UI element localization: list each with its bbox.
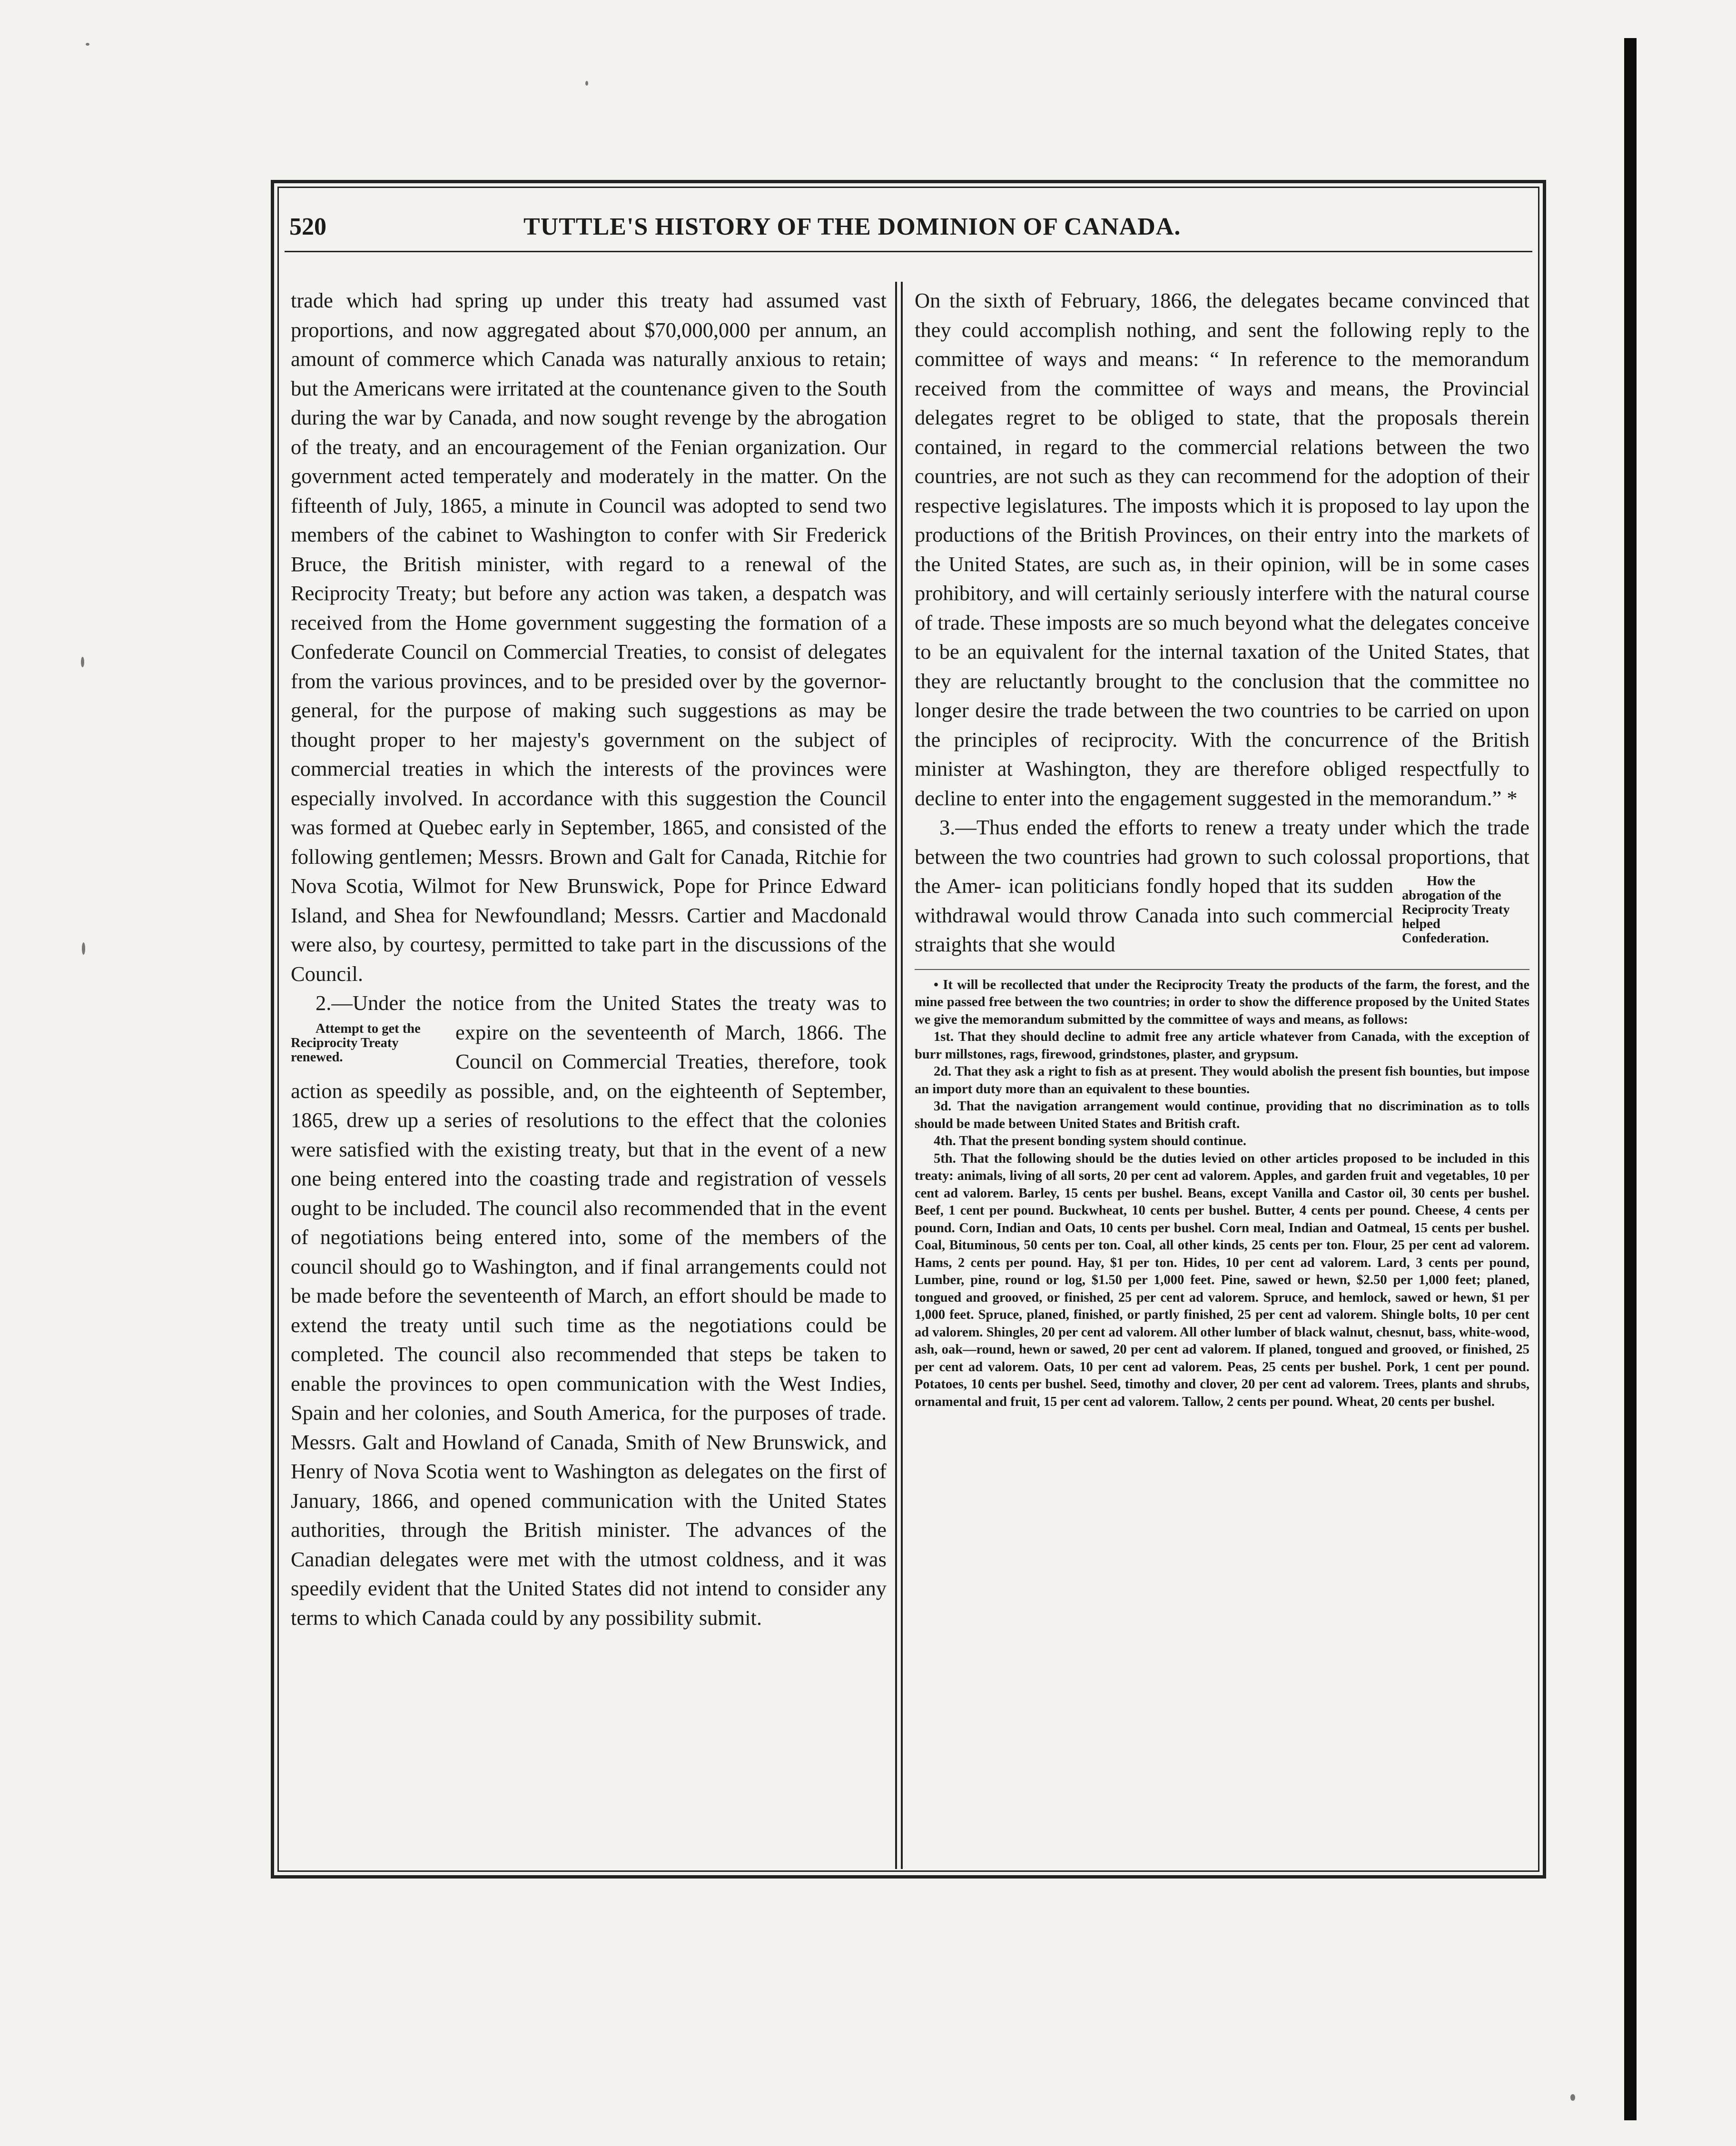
paragraph-start: 2.—Under the notice from the United States the treaty was to expire on the seventeenth of March, 1866. The: [316, 991, 887, 1044]
paragraph: [291, 989, 887, 1632]
running-title: TUTTLE'S HISTORY OF THE DOMINION OF CANADA.: [523, 213, 1181, 240]
scan-speck: [585, 81, 588, 86]
header-rule: [285, 251, 1532, 252]
scan-speck: [81, 657, 84, 667]
paragraph: [915, 813, 1529, 959]
footnote-item: 4th. That the present bonding system should continue.: [934, 1134, 1246, 1148]
footnote: [915, 977, 1529, 1411]
paragraph: trade which had spring up under this treaty had assumed vast proportions, and now aggregated about $70,000,000 per annum, an amount of commerce which Canada was naturally anxious to retain; but the Americans were irritated at the countenance given to the South during the war by Canada, and now sought revenge by the abrogation of the treaty, and an encouragement of the Fenian organization. Our government acted temperately and moderately in the matter. On the fifteenth of July, 1865, a minute in Council was adopted to send two members of the cabinet to Washington to confer with Sir Frederick Bruce, the British minister, with regard to a renewal of the Reciprocity Treaty; but before any action was taken, a despatch was received from the Home government suggesting the formation of a Confederate Council on Commercial Treaties, to consist of delegates from the various provinces, and to be presided over by the governor-general, for the purpose of making such suggestions as may be thought proper to her majesty's government on the subject of commercial treaties in which the interests of the provinces were especially involved. In accordance with this suggestion the Council was formed at Quebec early in September, 1865, and consisted of the following gentlemen; Messrs. Brown and Galt for Canada, Ritchie for Nova Scotia, Wilmot for New Brunswick, Pope for Prince Edward Island, and Shea for Newfoundland; Messrs. Cartier and Macdonald were also, by courtesy, permitted to take part in the discussions of the Council.: [291, 288, 887, 986]
paragraph-continuation: Council on Commercial Treaties, therefore, took action as speedily as possible, and, on the eighteenth of September, 1865, drew up a series of resolutions to the effect that the colonies were satisfied with the existing treaty, but that in the event of a new one being entered into the coasting trade and registration of vessels ought to be included. The council also recommended that in the event of negotiations being entered into, some of the members of the council should go to Washington, and if final arrangements could not be made before the seventeenth of March, an effort should be made to extend the treaty until such time as the negotiations could be completed. The council also recommended that steps be taken to enable the provinces to open communication with the West Indies, Spain and her colonies, and South America, for the purposes of trade. Messrs. Galt and Howland of Canada, Smith of New Brunswick, and Henry of Nova Scotia went to Washington as delegates on the first of January, 1866, and opened communication with the United States authorities, through the British minister. The advances of the Canadian delegates were met with the utmost coldness, and it was speedily evident that the United States did not intend to consider any terms to which Canada could by any possibility submit.: [291, 1049, 887, 1630]
paragraph-continuation: ican politicians fondly hoped that its sudden withdrawal would throw Canada into such commercial straights that she would: [915, 874, 1394, 956]
footnote-item: 1st. That they should decline to admit free any article whatever from Canada, with the exception of burr millstones, rags, firewood, grindstones, plaster, and grypsum.: [915, 1029, 1529, 1062]
right-column: [915, 286, 1529, 1411]
footnote-intro: • It will be recollected that under the Reciprocity Treaty the products of the farm, the forest, and the mine passed free between the two countries; in order to show the difference proposed by the United States we give the memorandum submitted by the committee of ways and means, as follows:: [915, 977, 1529, 1027]
paragraph: On the sixth of February, 1866, the delegates became convinced that they could accomplish nothing, and sent the following reply to the committee of ways and means: “ In reference to the memorandum received from the committee of ways and means, the Provincial delegates regret to be obliged to state, that the proposals therein contained, in regard to the commercial relations between the two countries, are not such as they can recommend for the adoption of their respective legislatures. The imposts which it is proposed to lay upon the productions of the British Provinces, on their entry into the markets of the United States, are such as, in their opinion, will be in some cases prohibitory, and will certainly seriously interfere with the natural course of trade. These imposts are so much beyond what the delegates conceive to be an equivalent for the internal taxation of the United States, that they are reluctantly brought to the conclusion that the committee no longer desire the trade between the two countries to be carried on upon the principles of reciprocity. With the concurrence of the British minister at Washington, they are therefore obliged respectfully to decline to enter into the engagement suggested in the memorandum.” *: [915, 288, 1529, 810]
footnote-rule: [915, 969, 1529, 970]
left-column: [291, 286, 887, 1632]
scan-speck: [86, 43, 89, 46]
footnote-item: 3d. That the navigation arrangement would continue, providing that no discrimination as to tolls should be made between United States and British craft.: [915, 1099, 1529, 1131]
footnote-item: 2d. That they ask a right to fish as at present. They would abolish the present fish bounties, but impose an import duty more than an equivalent to these bounties.: [915, 1064, 1529, 1097]
page-number: 520: [289, 213, 326, 240]
scan-speck: [1570, 2094, 1575, 2101]
scan-speck: [82, 942, 85, 955]
margin-note: Attempt to get the Reciprocity Treaty renewed.: [291, 1021, 421, 1065]
paragraph-start: 3.—Thus ended the efforts to renew a treaty under which the trade between the two countries had grown to such colossal proportions, that the Amer-: [915, 815, 1529, 898]
column-divider: [895, 282, 897, 1869]
footnote-item: 5th. That the following should be the duties levied on other articles proposed to be included in this treaty: animals, living of all sorts, 20 per cent ad valorem. Apples, and garden fruit and vegetables, 10 per cent ad valorem. Barley, 15 cents per bushel. Beans, except Vanilla and Castor oil, 30 cents per bushel. Beef, 1 cent per pound. Buckwheat, 10 cents per bushel. Butter, 4 cents per pound. Cheese, 4 cents per pound. Corn, Indian and Oats, 10 cents per bushel. Corn meal, Indian and Oatmeal, 15 cents per bushel. Coal, Bituminous, 50 cents per ton. Coal, all other kinds, 25 cents per ton. Flour, 25 per cent ad valorem. Hams, 2 cents per pound. Hay, $1 per ton. Hides, 10 per cent ad valorem. Lard, 3 cents per pound, Lumber, pine, round or log, $1.50 per 1,000 feet. Pine, sawed or hewn, $2.50 per 1,000 feet; planed, tongued and grooved, or finished, 25 per cent ad valorem. Spruce, and hemlock, sawed or hewn, $1 per 1,000 feet. Spruce, planed, finished, or partly finished, 25 per cent ad valorem. Shingle bolts, 10 per cent ad valorem. Shingles, 20 per cent ad valorem. All other lumber of black walnut, chesnut, bass, white-wood, ash, oak—round, hewn or sawed, 20 per cent ad valorem. If planed, tongued and grooved, or finished, 25 per cent ad valorem. Oats, 10 per cent ad valorem. Peas, 25 cents per bushel. Pork, 1 cent per pound. Potatoes, 10 cents per bushel. Seed, timothy and clover, 20 per cent ad valorem. Trees, plants and shrubs, ornamental and fruit, 15 per cent ad valorem. Tallow, 2 cents per pound. Wheat, 20 cents per bushel.: [915, 1151, 1529, 1409]
margin-note: How the abrogation of the Reciprocity Treaty helped Confederation.: [1402, 874, 1510, 946]
scan-edge-bar: [1624, 38, 1637, 2120]
column-divider: [901, 282, 903, 1869]
